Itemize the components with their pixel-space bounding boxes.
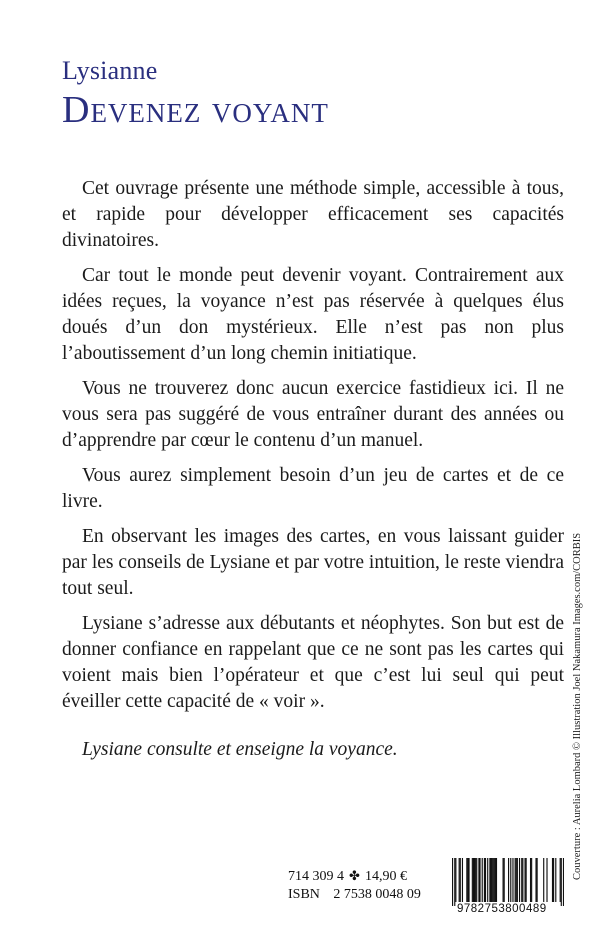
book-title: Devenez voyant	[62, 89, 329, 131]
blurb-paragraph: En observant les images des cartes, en vous laissant guider par les conseils de Lysiane et par votre intuition, le reste viendra tout seul.	[62, 526, 564, 599]
publisher-logo-icon: ✤	[349, 869, 360, 884]
product-code: 714 309 4	[288, 869, 344, 884]
author-name: Lysianne	[62, 56, 158, 85]
blurb-paragraph: Cet ouvrage présente une méthode simple, accessible à tous, et rapide pour développer efficacement ses capacités divinatoires.	[62, 178, 564, 251]
cover-credits: Couverture : Aurelia Lombard © Illustration Joel Nakamura Images.com/CORBIS	[572, 532, 583, 880]
blurb-paragraph: Car tout le monde peut devenir voyant. Contrairement aux idées reçues, la voyance n’est pas réservée à quelques élus doués d’un don mystérieux. Elle n’est pas non plus l’aboutissement d’un long chemin initiatique.	[62, 265, 564, 364]
barcode	[452, 858, 564, 906]
author-note: Lysiane consulte et enseigne la voyance.	[82, 739, 398, 760]
price-block	[288, 868, 421, 904]
barcode-icon	[452, 858, 564, 906]
isbn-number: 2 7538 0048 09	[333, 887, 421, 902]
blurb-paragraph: Lysiane s’adresse aux débutants et néophytes. Son but est de donner confiance en rappelant que ce ne sont pas les cartes qui voient mais bien l’opérateur et que c’est lui seul qui peut éveiller cette capacité de « voir ».	[62, 613, 564, 712]
price: 14,90 €	[365, 869, 407, 884]
blurb-paragraph: Vous ne trouverez donc aucun exercice fastidieux ici. Il ne vous sera pas suggéré de vous entraîner durant des années ou d’apprendre par cœur le contenu d’un manuel.	[62, 378, 564, 451]
blurb-paragraph: Vous aurez simplement besoin d’un jeu de cartes et de ce livre.	[62, 465, 564, 512]
barcode-number: 9782753800489	[457, 903, 547, 915]
isbn-label: ISBN	[288, 887, 320, 902]
blurb-text	[62, 176, 564, 772]
